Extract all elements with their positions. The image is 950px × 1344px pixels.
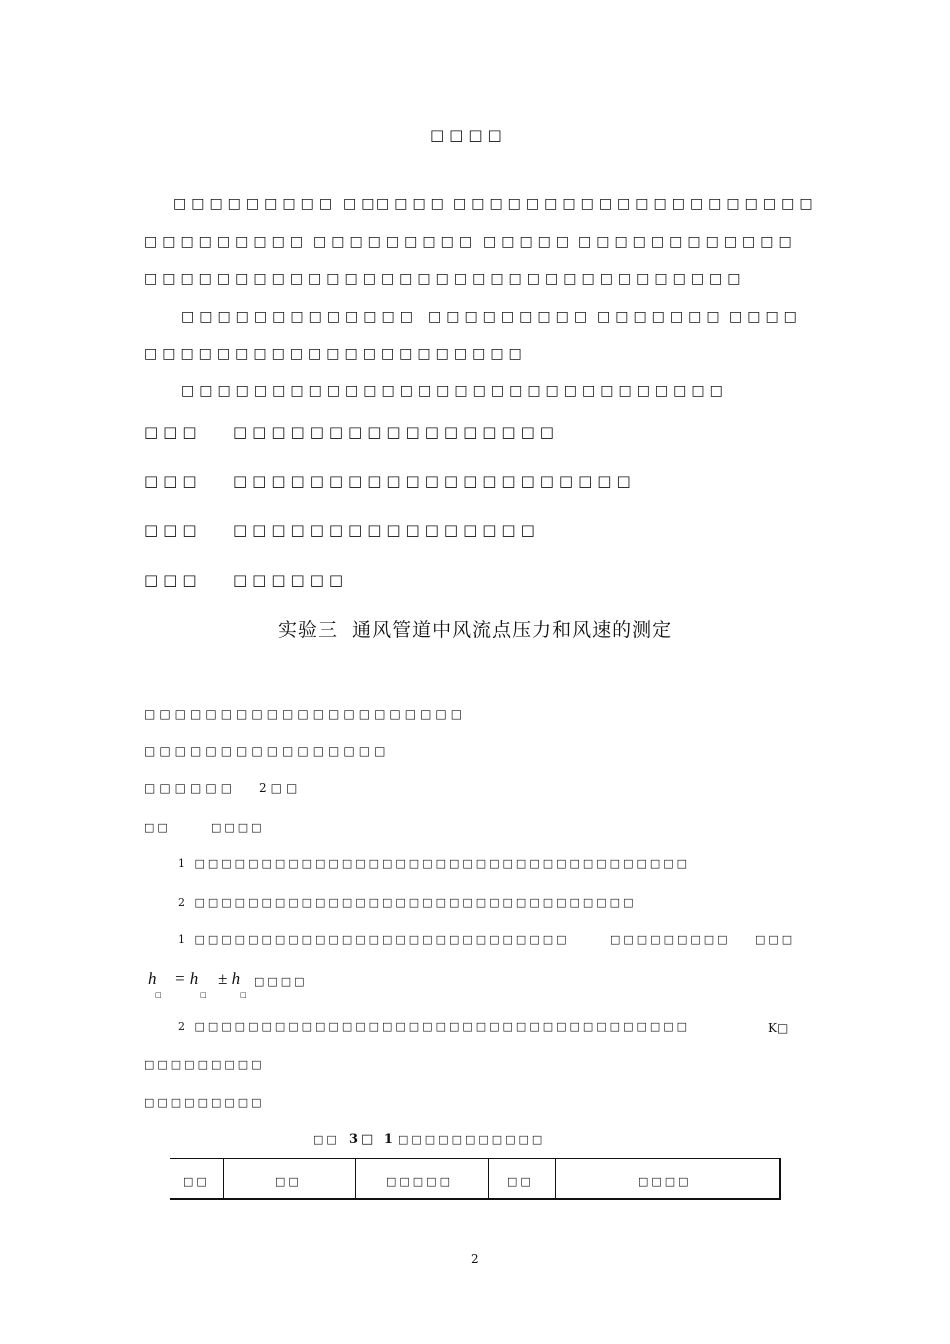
item-1-text: □□□□□□□□□□□□□□□□□ [233,423,559,441]
para1-line1-d: □□□□□□□□□□□□□□□□□□□□ [453,196,818,212]
formula-lhs: h [148,969,157,988]
item-4-text: □□□□□□ [233,571,349,589]
table-header-cell: □□ [183,1175,210,1188]
table-divider [555,1158,556,1199]
table-bottom-rule [170,1198,781,1200]
section-line-3-a: □□□□□□ [144,781,237,795]
point-2: 2 □□□□□□□□□□□□□□□□□□□□□□□□□□□□□□□□□ [178,896,637,909]
formula-eq: = h [174,969,199,988]
para1-line2-d: □□□□□□□□□□□□ [578,234,797,250]
heading: □□□□ [430,126,507,144]
formula-sub-2: □ [200,991,207,999]
section-line-4-a: □□ [144,821,171,834]
question-1-a: 1 □□□□□□□□□□□□□□□□□□□□□□□□□□□□ [178,933,570,946]
table-caption-a: □□ [313,1133,340,1146]
section-line-4-b: □□□□ [211,821,265,834]
para2-line1-b: □□□□□□□□□ [428,309,593,325]
item-2-number: □□□ [144,472,202,490]
question-2-continued: □□□□□□□□□ [144,1058,265,1071]
table-caption-c: □□□□□□□□□□□ [398,1133,546,1146]
table-header-cell: □□ [275,1175,302,1188]
table-header-cell: □□□□□ [386,1175,453,1188]
item-2-text: □□□□□□□□□□□□□□□□□□□□□ [233,472,636,490]
page-number: 2 [471,1252,479,1266]
item-3-number: □□□ [144,521,202,539]
formula-sub-3: □ [240,991,247,999]
section-title: 实验三 通风管道中风流点压力和风速的测定 [278,619,673,641]
para1-line3: □□□□□□□□□□□□□□□□□□□□□□□□□□□□□□□□□ [144,271,746,287]
table-header-cell: □□□□ [638,1175,692,1188]
para1-line2-c: □□□□□ [483,234,575,250]
para1-line1-a: □□□□□□□□□ [173,196,338,212]
question-1-c: □□□ [755,933,796,946]
item-4-number: □□□ [144,571,202,589]
section-line-2: □□□□□□□□□□□□□□□□ [144,744,390,758]
section-line-1: □□□□□□□□□□□□□□□□□□□□□ [144,707,467,721]
table-top-rule [170,1158,780,1159]
para2-line1-a: □□□□□□□□□□□□□ [181,309,418,325]
table-divider [355,1158,356,1199]
item-1-number: □□□ [144,423,202,441]
table-divider [223,1158,224,1199]
para1-line1-c: □□□□ [376,196,449,212]
formula-sub-1: □ [155,991,162,999]
question-1-b: □□□□□□□□□ [610,933,731,946]
para3: □□□□□□□□□□□□□□□□□□□□□□□□□□□□□□ [181,383,728,399]
table-divider [779,1158,781,1199]
question-3: □□□□□□□□□ [144,1096,265,1109]
table-caption-b: 3□ 1 [349,1132,396,1147]
formula-pm: ± h [218,969,241,988]
para2-line1-c: □□□□□□□ [597,309,725,325]
para1-line1-b: □□ [343,196,380,212]
table-header-cell: □□ [507,1175,534,1188]
para2-line1-d: □□□□ [729,309,802,325]
item-3-text: □□□□□□□□□□□□□□□□ [233,521,540,539]
para2-line2: □□□□□□□□□□□□□□□□□□□□□ [144,346,527,362]
para1-line2-b: □□□□□□□□□ [313,234,478,250]
section-line-3-b: 2□□ [259,781,302,795]
para1-line2-a: □□□□□□□□□ [144,234,309,250]
formula-tail: □□□□ [254,975,308,988]
question-2-b: K□ [768,1021,789,1035]
question-2-a: 2 □□□□□□□□□□□□□□□□□□□□□□□□□□□□□□□□□□□□□ [178,1020,691,1033]
point-1: 1 □□□□□□□□□□□□□□□□□□□□□□□□□□□□□□□□□□□□□ [178,857,691,870]
table-divider [488,1158,489,1199]
